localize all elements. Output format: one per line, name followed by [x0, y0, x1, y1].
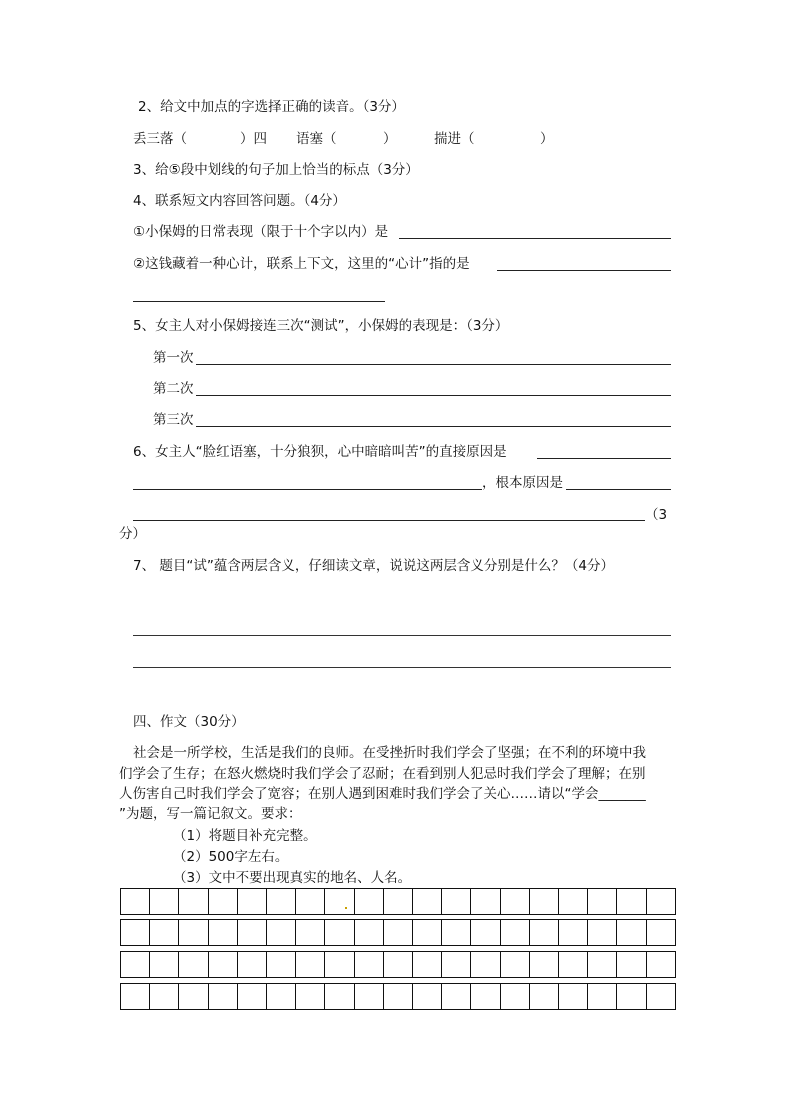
writing-grid-cell[interactable]: [413, 952, 442, 977]
essay-paragraph-line-2: 们学会了生存；在怒火燃烧时我们学会了忍耐；在看到别人犯忌时我们学会了理解；在别: [119, 766, 646, 782]
writing-grid-cell[interactable]: [267, 984, 296, 1009]
essay-requirement-3: （3）文中不要出现真实的地名、人名。: [173, 870, 412, 886]
writing-grid-cell[interactable]: [559, 889, 588, 914]
q5-row-2: 第二次: [153, 381, 194, 397]
q2-item-3-close: ）: [540, 131, 554, 147]
writing-grid-cell[interactable]: [121, 889, 150, 914]
q7-answer-line-2[interactable]: [133, 667, 671, 668]
essay-requirement-2: （2）500字左右。: [173, 849, 289, 865]
q5-row-2-line[interactable]: [196, 395, 671, 396]
writing-grid-cell[interactable]: [355, 920, 384, 945]
writing-grid-cell[interactable]: [179, 889, 208, 914]
q5-text: 5、女主人对小保姆接连三次“测试”，小保姆的表现是：（3分）: [133, 318, 509, 334]
writing-grid-cell[interactable]: [121, 920, 150, 945]
writing-grid-cell[interactable]: [501, 889, 530, 914]
writing-grid-cell[interactable]: [647, 984, 675, 1009]
q4-text: 4、联系短文内容回答问题。（4分）: [133, 193, 346, 209]
q2-item-1-close: ）四: [240, 131, 267, 147]
writing-grid-cell[interactable]: [325, 952, 354, 977]
writing-grid-cell[interactable]: [530, 984, 559, 1009]
q2-item-2-close: ）: [383, 131, 397, 147]
q4-sub2: ②这钱藏着一种心计，联系上下文，这里的“心计”指的是: [133, 256, 470, 272]
writing-grid-cell[interactable]: [617, 984, 646, 1009]
writing-grid-cell[interactable]: [325, 889, 354, 914]
writing-grid-cell[interactable]: [471, 889, 500, 914]
writing-grid-cell[interactable]: [238, 889, 267, 914]
writing-grid-cell[interactable]: [413, 920, 442, 945]
q3-text: 3、给⑤段中划线的句子加上恰当的标点（3分）: [133, 162, 419, 178]
writing-grid-row-4[interactable]: [120, 983, 676, 1010]
writing-grid-cell[interactable]: [501, 984, 530, 1009]
writing-grid-cell[interactable]: [413, 889, 442, 914]
essay-requirement-1: （1）将题目补充完整。: [173, 828, 317, 844]
writing-grid-cell[interactable]: [296, 984, 325, 1009]
writing-grid-cell[interactable]: [647, 952, 675, 977]
writing-grid-cell[interactable]: [238, 920, 267, 945]
writing-grid-cell[interactable]: [355, 889, 384, 914]
writing-grid-cell[interactable]: [501, 952, 530, 977]
writing-grid-cell[interactable]: [150, 889, 179, 914]
writing-grid-cell[interactable]: [617, 920, 646, 945]
q2-text: 2、给文中加点的字选择正确的读音。（3分）: [138, 99, 405, 115]
q5-row-3: 第三次: [153, 412, 194, 428]
writing-grid-cell[interactable]: [647, 889, 675, 914]
writing-grid-cell[interactable]: [588, 952, 617, 977]
writing-grid-row-1[interactable]: [120, 888, 676, 915]
writing-grid-cell[interactable]: [355, 952, 384, 977]
writing-grid-cell[interactable]: [588, 984, 617, 1009]
writing-grid-cell[interactable]: [530, 889, 559, 914]
q4-sub2-answer-line[interactable]: [497, 270, 671, 271]
writing-grid-cell[interactable]: [384, 889, 413, 914]
writing-grid-cell[interactable]: [647, 920, 675, 945]
q6-root-reason-line[interactable]: [566, 489, 671, 490]
essay-paragraph-line-4: ”为题，写一篇记叙文。要求：: [119, 806, 302, 822]
writing-grid-row-3[interactable]: [120, 951, 676, 978]
writing-grid-cell[interactable]: [559, 984, 588, 1009]
q4-sub1-answer-line[interactable]: [399, 238, 671, 239]
writing-grid-cell[interactable]: [150, 952, 179, 977]
writing-grid-cell[interactable]: [617, 889, 646, 914]
writing-grid-cell[interactable]: [121, 984, 150, 1009]
essay-paragraph-line-1: 社会是一所学校，生活是我们的良师。在受挫折时我们学会了坚强；在不利的环境中我: [133, 745, 646, 761]
q6-score-b: 分）: [119, 526, 146, 542]
writing-grid-cell[interactable]: [442, 889, 471, 914]
writing-grid-cell[interactable]: [501, 920, 530, 945]
writing-grid-cell[interactable]: [238, 984, 267, 1009]
writing-grid-cell[interactable]: [530, 952, 559, 977]
q6-mid: ，根本原因是: [482, 475, 563, 491]
q4-sub2-answer-line-2[interactable]: [133, 301, 385, 302]
q5-row-1-line[interactable]: [196, 364, 671, 365]
writing-grid-cell[interactable]: [179, 920, 208, 945]
writing-grid-cell[interactable]: [442, 920, 471, 945]
writing-grid-cell[interactable]: [559, 920, 588, 945]
writing-grid-cell[interactable]: [325, 920, 354, 945]
writing-grid-cell[interactable]: [471, 984, 500, 1009]
writing-grid-cell[interactable]: [296, 952, 325, 977]
writing-grid-cell[interactable]: [296, 889, 325, 914]
writing-grid-cell[interactable]: [442, 984, 471, 1009]
writing-grid-cell[interactable]: [150, 984, 179, 1009]
q5-row-1: 第一次: [153, 350, 194, 366]
writing-grid-cell[interactable]: [179, 984, 208, 1009]
q2-item-2-open: 语塞（: [296, 131, 337, 147]
writing-grid-cell[interactable]: [559, 952, 588, 977]
q2-item-1-open: 丢三落（: [133, 131, 187, 147]
writing-grid-cell[interactable]: [530, 920, 559, 945]
q4-sub1: ①小保姆的日常表现（限于十个字以内）是: [133, 224, 389, 240]
writing-grid-cell[interactable]: [267, 952, 296, 977]
writing-grid-cell[interactable]: [209, 920, 238, 945]
writing-grid-cell[interactable]: [267, 920, 296, 945]
q6-direct-reason-line[interactable]: [537, 458, 671, 459]
writing-grid-cell[interactable]: [121, 952, 150, 977]
q6-score-a: （3: [645, 507, 668, 523]
writing-grid-cell[interactable]: [325, 984, 354, 1009]
stray-dot-mark: [345, 907, 347, 909]
writing-grid-cell[interactable]: [209, 984, 238, 1009]
writing-grid-cell[interactable]: [238, 952, 267, 977]
writing-grid-cell[interactable]: [179, 952, 208, 977]
writing-grid-cell[interactable]: [413, 984, 442, 1009]
writing-grid-cell[interactable]: [617, 952, 646, 977]
writing-grid-cell[interactable]: [384, 952, 413, 977]
q6-text: 6、女主人“脸红语塞，十分狼狈，心中暗暗叫苦”的直接原因是: [133, 444, 507, 460]
essay-heading: 四、作文（30分）: [133, 714, 245, 730]
q5-row-3-line[interactable]: [196, 426, 671, 427]
writing-grid-cell[interactable]: [588, 920, 617, 945]
writing-grid-cell[interactable]: [296, 920, 325, 945]
q6-root-reason-line-2[interactable]: [133, 520, 645, 521]
writing-grid-row-2[interactable]: [120, 919, 676, 946]
writing-grid-cell[interactable]: [588, 889, 617, 914]
q7-answer-line-1[interactable]: [133, 635, 671, 636]
writing-grid-cell[interactable]: [471, 920, 500, 945]
writing-grid-cell[interactable]: [384, 920, 413, 945]
writing-grid-cell[interactable]: [267, 889, 296, 914]
writing-grid-cell[interactable]: [355, 984, 384, 1009]
q2-item-3-open: 揣进（: [434, 131, 475, 147]
writing-grid-cell[interactable]: [442, 952, 471, 977]
q6-direct-reason-line-2[interactable]: [133, 489, 482, 490]
writing-grid-cell[interactable]: [384, 984, 413, 1009]
writing-grid-cell[interactable]: [471, 952, 500, 977]
q7-text: 7、 题目“试”蕴含两层含义，仔细读文章，说说这两层含义分别是什么？（4分）: [133, 558, 614, 574]
essay-paragraph-line-3: 人伤害自己时我们学会了宽容；在别人遇到困难时我们学会了关心……请以“学会_______: [119, 786, 646, 802]
writing-grid-cell[interactable]: [209, 952, 238, 977]
writing-grid-cell[interactable]: [150, 920, 179, 945]
writing-grid-cell[interactable]: [209, 889, 238, 914]
